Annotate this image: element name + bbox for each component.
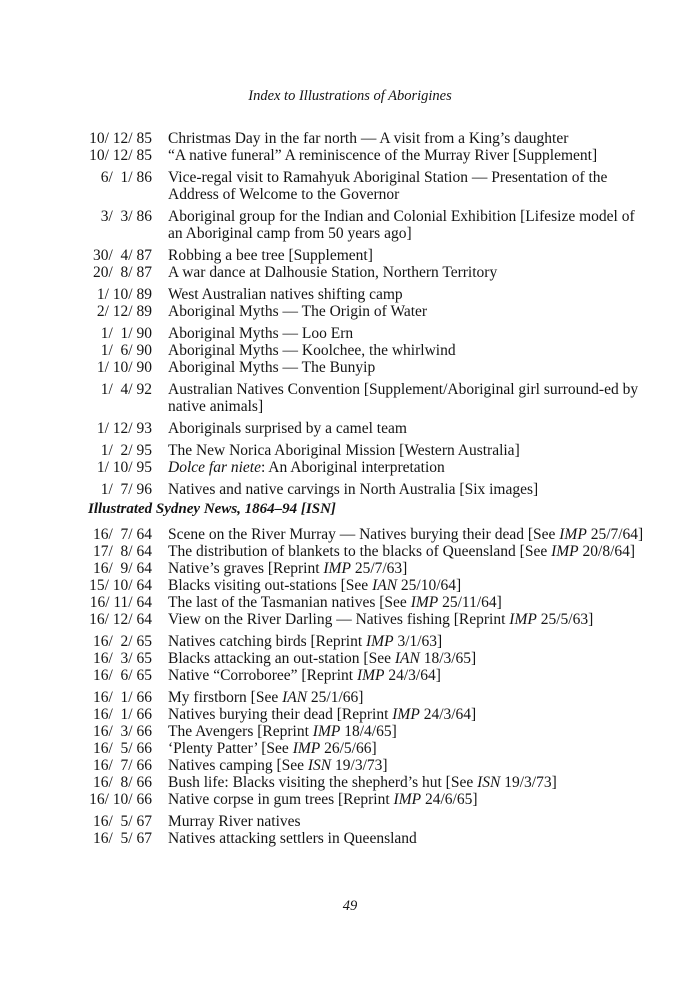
entry-title-part: The New Norica Aboriginal Mission [Western Australia] (168, 442, 520, 459)
index-entry-row (86, 169, 646, 203)
entry-title-part: Murray River natives (168, 813, 301, 830)
entry-title-part: Natives burying their dead [Reprint (168, 706, 393, 723)
entry-date: 16/ 9/ 64 (93, 560, 152, 577)
entry-title-part: A war dance at Dalhousie Station, Northern Territory (168, 264, 498, 281)
entry-title-italic-part: ISN (307, 757, 332, 774)
index-entry-row (86, 481, 646, 498)
entry-title-part: 18/4/65] (340, 723, 397, 740)
entry-date: 15/ 10/ 64 (89, 577, 152, 594)
index-entry-row (86, 147, 646, 164)
index-entry-row (86, 381, 646, 415)
entry-date: 1/ 6/ 90 (100, 342, 152, 359)
entry-date: 1/ 7/ 96 (100, 481, 152, 498)
index-entry-row (86, 830, 646, 847)
entry-title-part: 25/7/63] (350, 560, 408, 577)
entry-title-part: The last of the Tasmanian natives [See (168, 594, 411, 611)
index-entry-row (86, 459, 646, 476)
entry-title-italic-part: IMP (410, 594, 439, 611)
index-entry-row (86, 757, 646, 774)
entry-title (168, 757, 646, 774)
index-entry-row (86, 264, 646, 281)
entry-title-part: My firstborn [See (168, 689, 283, 706)
entry-date: 16/ 1/ 66 (93, 689, 152, 706)
entries-list-section-1 (86, 130, 646, 498)
entry-date: 2/ 12/ 89 (96, 303, 152, 320)
entry-title-part: Bush life: Blacks visiting the shepherd’s hut [See (168, 774, 478, 791)
entry-date: 10/ 12/ 85 (89, 147, 152, 164)
index-entry-row (86, 247, 646, 264)
entry-title-part: 25/1/66] (307, 689, 364, 706)
entry-date: 1/ 12/ 93 (96, 420, 152, 437)
entry-title (168, 667, 646, 684)
entry-date: 1/ 4/ 92 (100, 381, 152, 398)
entry-title (168, 650, 646, 667)
entry-title (168, 169, 646, 203)
entry-title-part: Aboriginal Myths — Koolchee, the whirlwind (168, 342, 456, 359)
entry-title (168, 442, 646, 459)
entry-title-part: Natives camping [See (168, 757, 308, 774)
entry-title-part: 25/10/64] (397, 577, 462, 594)
entry-title-part: : An Aboriginal interpretation (260, 459, 445, 476)
entry-title-part: 24/3/64] (384, 667, 441, 684)
entry-title (168, 633, 646, 650)
entry-title-italic-part: IMP (312, 723, 341, 740)
entry-title-part: 3/1/63] (393, 633, 443, 650)
entry-date: 1/ 10/ 89 (96, 286, 152, 303)
entry-title (168, 208, 646, 242)
entry-title (168, 577, 646, 594)
entry-title-italic-part: IMP (559, 526, 587, 543)
entry-date: 16/ 10/ 66 (89, 791, 152, 808)
index-entry-row (86, 740, 646, 757)
entry-title (168, 560, 646, 577)
entry-title-part: “A native funeral” A reminiscence of the Murray River [Supplement] (168, 147, 598, 164)
entry-date: 20/ 8/ 87 (93, 264, 152, 281)
entry-title-italic-part: IMP (509, 611, 537, 628)
entry-date: 16/ 12/ 64 (89, 611, 152, 628)
entry-title-part: 20/8/64] (578, 543, 636, 560)
entry-title-part: Natives attacking settlers in Queensland (168, 830, 417, 847)
entry-title (168, 286, 646, 303)
entry-title (168, 723, 646, 740)
entry-date: 1/ 10/ 95 (96, 459, 152, 476)
index-entry-row (86, 689, 646, 706)
entry-title-italic-part: IMP (292, 740, 321, 757)
entry-title (168, 543, 646, 560)
entry-date: 10/ 12/ 85 (89, 130, 152, 147)
entry-title (168, 325, 646, 342)
entry-title-part: Native corpse in gum trees [Reprint (168, 791, 394, 808)
entry-title (168, 247, 646, 264)
entry-title (168, 264, 646, 281)
entry-title-part: 26/5/66] (320, 740, 377, 757)
entry-date: 30/ 4/ 87 (93, 247, 152, 264)
entry-date: 16/ 7/ 64 (93, 526, 152, 543)
index-entry-row (86, 420, 646, 437)
index-entry-row (86, 633, 646, 650)
entry-date: 16/ 7/ 66 (93, 757, 152, 774)
entry-date: 16/ 5/ 67 (93, 830, 152, 847)
entry-title (168, 830, 646, 847)
entry-title-italic-part: ISN (477, 774, 501, 791)
entry-title-part: 25/7/64] (586, 526, 644, 543)
entry-title-italic-part: IAN (282, 689, 308, 706)
entry-date: 16/ 11/ 64 (89, 594, 152, 611)
entry-title (168, 481, 646, 498)
entry-date: 3/ 3/ 86 (100, 208, 152, 225)
index-entry-row (86, 325, 646, 342)
index-entry-row (86, 723, 646, 740)
entry-title (168, 706, 646, 723)
index-entry-row (86, 303, 646, 320)
entry-title (168, 594, 646, 611)
index-entry-row (86, 442, 646, 459)
entry-title-part: Native “Corroboree” [Reprint (168, 667, 357, 684)
entry-title-part: 25/5/63] (536, 611, 594, 628)
index-entry-row (86, 130, 646, 147)
entry-title-part: Aboriginals surprised by a camel team (168, 420, 407, 437)
entry-title-part: Natives catching birds [Reprint (168, 633, 367, 650)
index-entry-row (86, 813, 646, 830)
index-entry-row (86, 342, 646, 359)
entry-title-part: Aboriginal Myths — Loo Ern (168, 325, 354, 342)
entry-title (168, 130, 646, 147)
index-entry-row (86, 543, 646, 560)
index-entry-row (86, 774, 646, 791)
entry-date: 17/ 8/ 64 (93, 543, 152, 560)
entry-date: 16/ 8/ 66 (93, 774, 152, 791)
index-entry-row (86, 791, 646, 808)
entry-title-part: 24/3/64] (419, 706, 477, 723)
entry-title (168, 147, 646, 164)
entry-date: 16/ 6/ 65 (93, 667, 152, 684)
entry-title-italic-part: IMP (366, 633, 394, 650)
index-entry-row (86, 577, 646, 594)
entry-title-italic-part: IMP (393, 791, 422, 808)
entry-title-part: Native’s graves [Reprint (168, 560, 324, 577)
index-entry-row (86, 560, 646, 577)
entry-title (168, 303, 646, 320)
index-entry-row (86, 359, 646, 376)
entry-title-italic-part: IMP (551, 543, 579, 560)
entry-title-part: 24/6/65] (421, 791, 478, 808)
entry-title (168, 420, 646, 437)
index-entry-row (86, 650, 646, 667)
entry-title-part: Blacks attacking an out-station [See (168, 650, 395, 667)
index-entry-row (86, 526, 646, 543)
entry-title-part: Vice-regal visit to Ramahyuk Aboriginal Station — Presentation of the Address of Welcome to the Governor (168, 169, 608, 203)
entry-title-part: Aboriginal Myths — The Origin of Water (168, 303, 428, 320)
entry-title (168, 689, 646, 706)
entry-title (168, 381, 646, 415)
index-entry-row (86, 286, 646, 303)
entry-title-italic-part: IMP (356, 667, 385, 684)
index-entry-row (86, 594, 646, 611)
entry-title-part: Aboriginal group for the Indian and Colonial Exhibition [Lifesize model of an Aboriginal camp from 50 years ago] (168, 208, 635, 242)
entry-date: 16/ 5/ 66 (93, 740, 152, 757)
entry-title-part: 19/3/73] (331, 757, 388, 774)
entry-title-part: Australian Natives Convention [Supplement/Aboriginal girl surround-ed by native animals] (168, 381, 639, 415)
entry-title-part: View on the River Darling — Natives fishing [Reprint (168, 611, 510, 628)
entry-title-italic-part: IAN (372, 577, 398, 594)
entry-date: 16/ 5/ 67 (93, 813, 152, 830)
entry-date: 6/ 1/ 86 (100, 169, 152, 186)
index-entry-row (86, 706, 646, 723)
entry-title (168, 791, 646, 808)
index-entry-row (86, 667, 646, 684)
entry-date: 1/ 10/ 90 (96, 359, 152, 376)
entry-date: 1/ 2/ 95 (100, 442, 152, 459)
entry-title (168, 359, 646, 376)
entry-date: 16/ 1/ 66 (93, 706, 152, 723)
entry-title (168, 526, 646, 543)
entry-title-part: 25/11/64] (438, 594, 502, 611)
entry-title (168, 774, 646, 791)
entry-title-italic-part: IMP (323, 560, 351, 577)
entry-title (168, 611, 646, 628)
entry-date: 1/ 1/ 90 (100, 325, 152, 342)
page-number: 49 (342, 898, 358, 914)
entry-title (168, 459, 646, 476)
entry-title (168, 813, 646, 830)
entry-title-part: ‘Plenty Patter’ [See (168, 740, 293, 757)
entry-title-italic-part: Dolce far niete (168, 459, 261, 476)
entry-title-part: Robbing a bee tree [Supplement] (168, 247, 373, 264)
index-entry-row (86, 208, 646, 242)
entry-title-part: Scene on the River Murray — Natives burying their dead [See (168, 526, 560, 543)
entry-title-italic-part: IAN (394, 650, 420, 667)
entry-date: 16/ 3/ 66 (93, 723, 152, 740)
entry-title-part: The Avengers [Reprint (168, 723, 313, 740)
entry-title-part: Blacks visiting out-stations [See (168, 577, 373, 594)
entry-title (168, 342, 646, 359)
entry-date: 16/ 2/ 65 (93, 633, 152, 650)
entry-title-part: West Australian natives shifting camp (168, 286, 403, 303)
entry-title-part: The distribution of blankets to the blacks of Queensland [See (168, 543, 552, 560)
entry-title-part: 18/3/65] (419, 650, 477, 667)
entry-date: 16/ 3/ 65 (93, 650, 152, 667)
entry-title (168, 740, 646, 757)
entry-title-part: Aboriginal Myths — The Bunyip (168, 359, 376, 376)
index-entry-row (86, 611, 646, 628)
entry-title-part: 19/3/73] (500, 774, 557, 791)
entry-title-part: Christmas Day in the far north — A visit from a King’s daughter (168, 130, 569, 147)
section-heading-isn: Illustrated Sydney News, 1864–94 [ISN] (88, 501, 336, 517)
entries-list-section-2 (86, 526, 646, 847)
running-head: Index to Illustrations of Aborigines (248, 88, 452, 104)
entry-title-part: Natives and native carvings in North Australia [Six images] (168, 481, 539, 498)
entry-title-italic-part: IMP (392, 706, 420, 723)
